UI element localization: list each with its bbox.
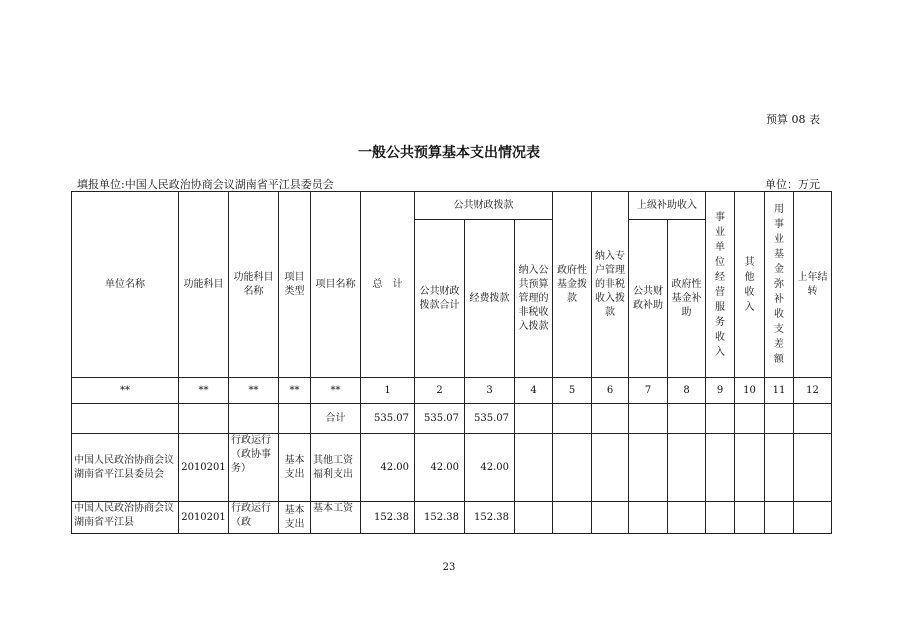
header-gov-fund-subsidy: 政府性基金补助: [668, 220, 706, 378]
row-unit: 中国人民政治协商会议湖南省平江县: [72, 502, 179, 534]
header-gov-fund: 政府性基金拨款: [553, 192, 592, 378]
code-cell: **: [179, 378, 229, 404]
header-other-income: 其他收入: [735, 192, 765, 378]
code-cell: 8: [668, 378, 706, 404]
row-type: 基本支出: [279, 434, 311, 502]
header-funds: 经费拨款: [465, 220, 515, 378]
total-label: 合计: [311, 404, 361, 434]
total-row: [72, 404, 832, 434]
code-cell: 1: [361, 378, 415, 404]
header-business-income: 事业单位经营服务收入: [706, 192, 735, 378]
total-funds: 535.07: [465, 404, 515, 434]
row-total: 152.38: [361, 502, 415, 534]
header-function-name: 功能科目名称: [229, 192, 279, 378]
header-pf-nontax: 纳入公共预算管理的非税收入拨款: [515, 220, 553, 378]
page-title: 一般公共预算基本支出情况表: [358, 145, 540, 161]
header-public-fiscal-subsidy: 公共财政补助: [629, 220, 668, 378]
page-number: 23: [442, 562, 456, 573]
header-pf-total: 公共财政拨款合计: [415, 220, 465, 378]
code-cell: 5: [553, 378, 592, 404]
budget-table: [71, 191, 832, 534]
row-pf-total: 42.00: [415, 434, 465, 502]
header-item-name: 项目名称: [311, 192, 361, 378]
table-row: [72, 502, 832, 534]
code-cell: 2: [415, 378, 465, 404]
code-cell: 10: [735, 378, 765, 404]
header-public-fiscal: 公共财政拨款: [415, 192, 553, 220]
code-cell: 3: [465, 378, 515, 404]
row-name: 基本工资: [311, 502, 361, 534]
row-funds: 42.00: [465, 434, 515, 502]
header-unit-name: 单位名称: [72, 192, 179, 378]
header-function-code: 功能科目: [179, 192, 229, 378]
code-row: [72, 378, 832, 404]
currency-unit: 单位：万元: [765, 178, 820, 191]
header-total: 总 计: [361, 192, 415, 378]
total-amount: 535.07: [361, 404, 415, 434]
row-funds: 152.38: [465, 502, 515, 534]
code-cell: 4: [515, 378, 553, 404]
row-pf-total: 152.38: [415, 502, 465, 534]
code-cell: 9: [706, 378, 735, 404]
row-total: 42.00: [361, 434, 415, 502]
table-number: 预算 08 表: [766, 113, 820, 126]
code-cell: 11: [765, 378, 794, 404]
row-name: 其他工资福利支出: [311, 434, 361, 502]
row-code: 2010201: [179, 434, 229, 502]
code-cell: 12: [794, 378, 832, 404]
header-carryover: 上年结转: [794, 192, 832, 378]
code-cell: **: [229, 378, 279, 404]
code-cell: **: [279, 378, 311, 404]
code-cell: **: [311, 378, 361, 404]
header-item-type: 项目类型: [279, 192, 311, 378]
row-code: 2010201: [179, 502, 229, 534]
row-func-name: 行政运行（政: [229, 502, 279, 534]
header-fund-balance: 用事业基金弥补收支差额: [765, 192, 794, 378]
header-upper-subsidy: 上级补助收入: [629, 192, 706, 220]
code-cell: 6: [592, 378, 629, 404]
reporting-unit: 填报单位:中国人民政治协商会议湖南省平江县委员会: [77, 178, 334, 191]
table-row: [72, 434, 832, 502]
row-func-name: 行政运行（政协事务）: [229, 434, 279, 502]
total-pf-total: 535.07: [415, 404, 465, 434]
row-type: 基本支出: [279, 502, 311, 534]
row-unit: 中国人民政治协商会议湖南省平江县委员会: [72, 434, 179, 502]
header-special-nontax: 纳入专户管理的非税收入拨款: [592, 192, 629, 378]
code-cell: **: [72, 378, 179, 404]
code-cell: 7: [629, 378, 668, 404]
